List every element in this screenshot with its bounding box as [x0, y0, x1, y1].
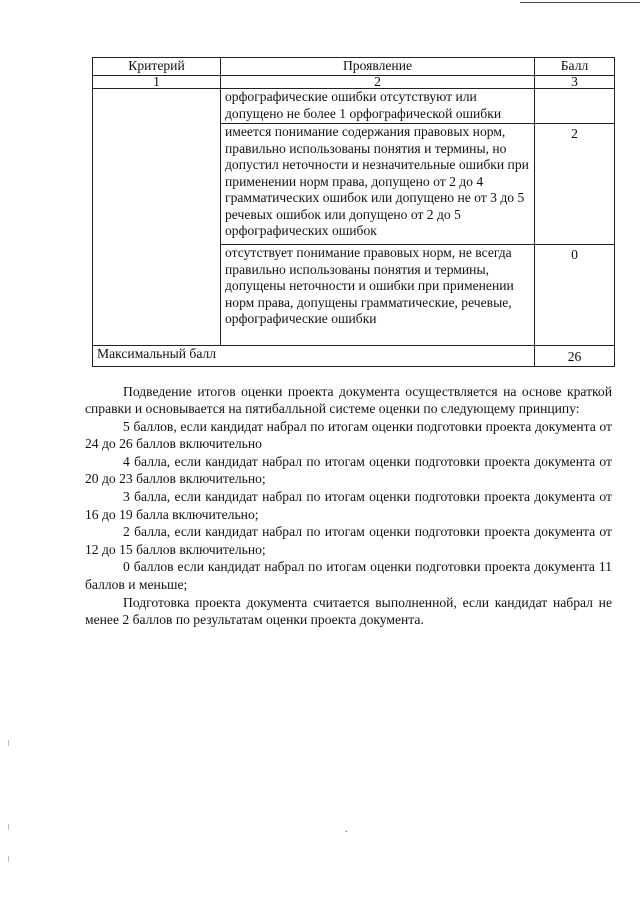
header-criterion: Критерий [93, 58, 221, 76]
score-cell [535, 89, 615, 124]
paragraph: 2 балла, если кандидат набрал по итогам оценки подготовки проекта документа от 12 до 15 баллов включительно; [85, 524, 612, 557]
margin-mark [8, 824, 9, 830]
margin-mark [8, 740, 9, 746]
margin-mark [8, 856, 9, 862]
paragraph: 0 баллов если кандидат набрал по итогам оценки подготовки проекта документа 11 баллов и меньше; [85, 559, 612, 592]
max-score-row [93, 346, 615, 367]
header-score: Балл [535, 58, 615, 76]
grading-text [85, 383, 612, 629]
criterion-cell [93, 89, 221, 346]
header-manifestation: Проявление [221, 58, 535, 76]
max-score-value: 26 [535, 346, 615, 367]
table-header-row [93, 58, 615, 76]
top-edge-line [520, 2, 640, 3]
paragraph: Подготовка проекта документа считается выполненной, если кандидат набрал не менее 2 баллов по результатам оценки проекта документа. [85, 594, 612, 627]
column-number: 3 [535, 76, 615, 89]
description-cell: орфографические ошибки отсутствуют или допущено не более 1 орфографической ошибки [221, 89, 535, 124]
column-number: 1 [93, 76, 221, 89]
score-cell: 2 [535, 124, 615, 245]
score-cell: 0 [535, 245, 615, 346]
column-number: 2 [221, 76, 535, 89]
paragraph: Подведение итогов оценки проекта документа осуществляется на основе краткой справки и основывается на пятибалльной системе оценки по следующему принципу: [85, 384, 612, 417]
page-mark: . [345, 824, 348, 835]
paragraph: 4 балла, если кандидат набрал по итогам оценки подготовки проекта документа от 20 до 23 баллов включительно; [85, 454, 612, 487]
table-row [93, 89, 615, 124]
description-cell: имеется понимание содержания правовых норм, правильно использованы понятия и термины, но допустил неточности и незначительные ошибки при применении норм права, допущено от 2 до 4 грамматических ошибок или допущено не от 3 до 5 речевых ошибок или допущено от 2 до 5 орфографических ошибок [221, 124, 535, 245]
paragraph: 5 баллов, если кандидат набрал по итогам оценки подготовки проекта документа от 24 до 26 баллов включительно [85, 419, 612, 452]
max-score-label: Максимальный балл [93, 346, 535, 367]
criteria-table [92, 57, 615, 367]
description-cell: отсутствует понимание правовых норм, не всегда правильно использованы понятия и термины, допущены неточности и ошибки при применении норм права, допущены грамматические, речевые, орфографические ошибки [221, 245, 535, 346]
paragraph: 3 балла, если кандидат набрал по итогам оценки подготовки проекта документа от 16 до 19 балла включительно; [85, 489, 612, 522]
table-column-numbers-row [93, 76, 615, 89]
